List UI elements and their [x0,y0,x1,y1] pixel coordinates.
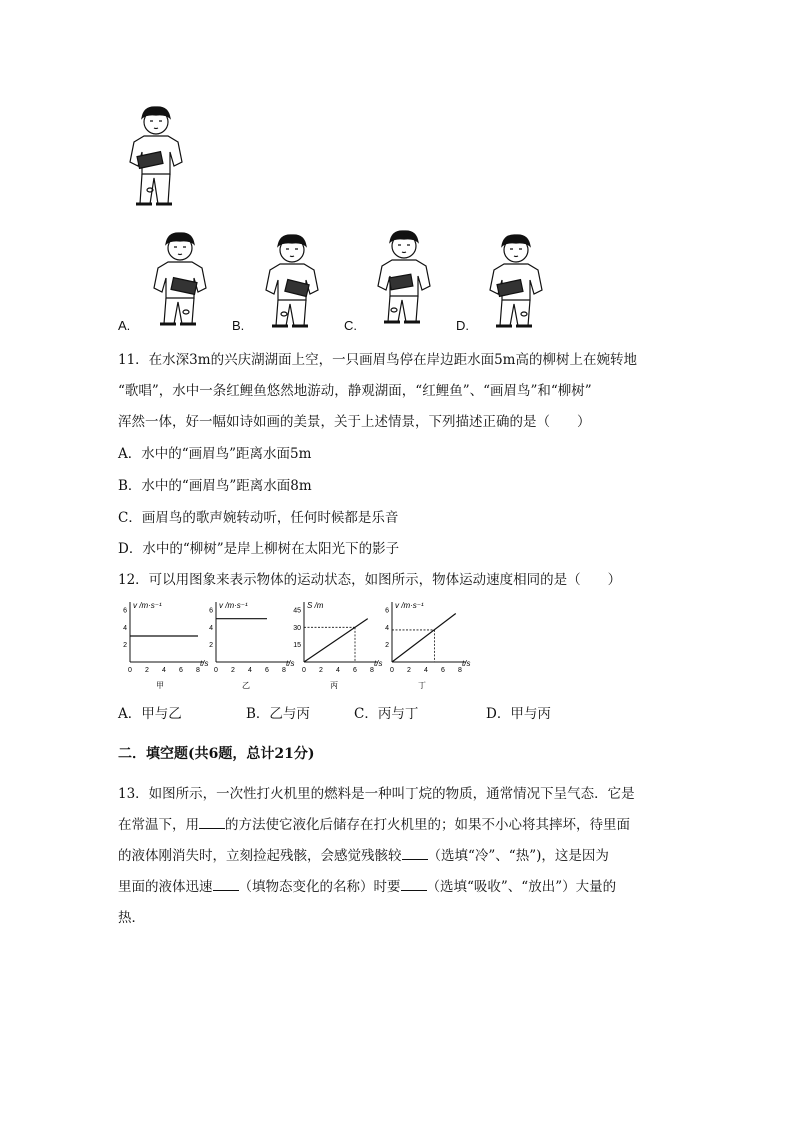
q13-line-5: 热． [118,910,145,926]
q13-line-3 [118,846,609,866]
q13-blank-2[interactable] [402,859,428,860]
graph-y-tick-label: 15 [293,642,301,650]
graph-x-tick-label: 0 [214,667,218,674]
graph-y-tick-label: 6 [123,607,127,615]
graph-x-tick-label: 2 [319,667,323,674]
graph-x-tick-label: 4 [248,667,252,674]
graph-x-label: t/s [200,659,209,668]
q13-blank-3[interactable] [213,890,239,891]
graph-y-tick-label: 4 [209,624,213,632]
graph-x-tick-label: 4 [162,667,166,674]
graph-x-label: t/s [462,659,471,668]
graph-y-tick-label: 2 [209,642,213,650]
q13-line-2-end: 的方法使它液化后储存在打火机里的；如果不小心将其摔坏，待里面 [225,817,630,833]
graph-series-line [304,619,368,662]
graph-y-tick-label: 2 [123,642,127,650]
graph-x-tick-label: 0 [390,667,394,674]
q12-option-d: D．甲与丙 [486,706,551,722]
graph-y-tick-label: 6 [209,607,213,615]
graph-y-tick-label: 6 [385,607,389,615]
graph-caption: 甲 [156,681,164,690]
graph-y-tick-label: 4 [385,624,389,632]
graph-caption: 丙 [330,681,338,690]
graph-x-label: t/s [374,659,383,668]
q12-graphs [118,598,488,694]
graph-caption: 丁 [418,681,426,690]
graph-y-label: v /m·s⁻¹ [133,601,162,610]
q11-option-a: A．水中的“画眉鸟”距离水面5m [118,446,312,462]
graph-x-tick-label: 0 [128,667,132,674]
graph-y-label: S /m [307,601,324,610]
q13-line-2 [118,815,630,835]
graph-y-tick-label: 45 [293,607,301,615]
graph-y-label: v /m·s⁻¹ [395,601,424,610]
graph-y-tick-label: 4 [123,624,127,632]
graph-x-tick-label: 4 [424,667,428,674]
graph-x-tick-label: 6 [265,667,269,674]
graph-series-line [392,613,456,662]
q13-blank-4[interactable] [401,890,427,891]
q13-line-4-mid: （填物态变化的名称）时要 [238,879,401,895]
q13-line-3-end: （选填“冷”、“热”)，这是因为 [427,848,609,864]
graph-x-tick-label: 0 [302,667,306,674]
q11-stem-line-3: 浑然一体，好一幅如诗如画的美景，关于上述情景，下列描述正确的是（ ） [118,414,591,430]
q11-option-d: D．水中的“柳树”是岸上柳树在太阳光下的影子 [118,541,400,557]
graph-x-tick-label: 2 [231,667,235,674]
q11-stem-line-2: “歌唱”，水中一条红鲤鱼悠然地游动，静观湖面，“红鲤鱼”、“画眉鸟”和“柳树” [118,383,592,399]
graph-x-tick-label: 6 [179,667,183,674]
graph-x-tick-label: 8 [196,667,200,674]
q11-stem-line-1: 11．在水深3m的兴庆湖湖面上空，一只画眉鸟停在岸边距水面5m高的柳树上在婉转地 [118,352,637,368]
graph-x-tick-label: 4 [336,667,340,674]
section-title: 二．填空题(共6题，总计21分) [118,746,315,762]
q10-option-a-label: A. [118,318,131,333]
graph-y-tick-label: 2 [385,642,389,650]
graph-x-label: t/s [286,659,295,668]
graph-y-label: v /m·s⁻¹ [219,601,248,610]
q12-option-a: A．甲与乙 [118,706,182,722]
boy-figure-option-c [368,228,440,328]
q13-line-4 [118,877,616,897]
q12-option-b: B．乙与丙 [246,706,310,722]
graph-y-tick-label: 30 [293,624,301,632]
q11-option-c: C．画眉鸟的歌声婉转动听，任何时候都是乐音 [118,510,399,526]
graph-x-tick-label: 8 [458,667,462,674]
graph-x-tick-label: 6 [441,667,445,674]
q13-line-4-end: （选填“吸收”、“放出”）大量的 [426,879,617,895]
q10-option-d-label: D. [456,318,469,333]
q13-line-4-start: 里面的液体迅速 [118,879,213,895]
q13-line-1: 13．如图所示，一次性打火机里的燃料是一种叫丁烷的物质，通常情况下呈气态．它是 [118,786,635,802]
graph-caption: 乙 [242,681,250,690]
graph-x-tick-label: 8 [282,667,286,674]
boy-figure-option-b [256,232,328,332]
graph-x-tick-label: 2 [407,667,411,674]
graph-x-tick-label: 8 [370,667,374,674]
graph-x-tick-label: 6 [353,667,357,674]
boy-figure-main [120,104,192,210]
q12-option-c: C．丙与丁 [354,706,419,722]
boy-figure-option-a [144,230,216,330]
q10-option-c-label: C. [344,318,357,333]
q13-blank-1[interactable] [199,828,225,829]
q11-option-b: B．水中的“画眉鸟”距离水面8m [118,478,312,494]
q12-stem: 12．可以用图象来表示物体的运动状态，如图所示，物体运动速度相同的是（ ） [118,572,622,588]
q13-line-2-start: 在常温下，用 [118,817,199,833]
q13-line-3-start: 的液体刚消失时，立刻捡起残骸，会感觉残骸较 [118,848,402,864]
q10-option-b-label: B. [232,318,245,333]
graph-x-tick-label: 2 [145,667,149,674]
boy-figure-option-d [480,232,552,332]
